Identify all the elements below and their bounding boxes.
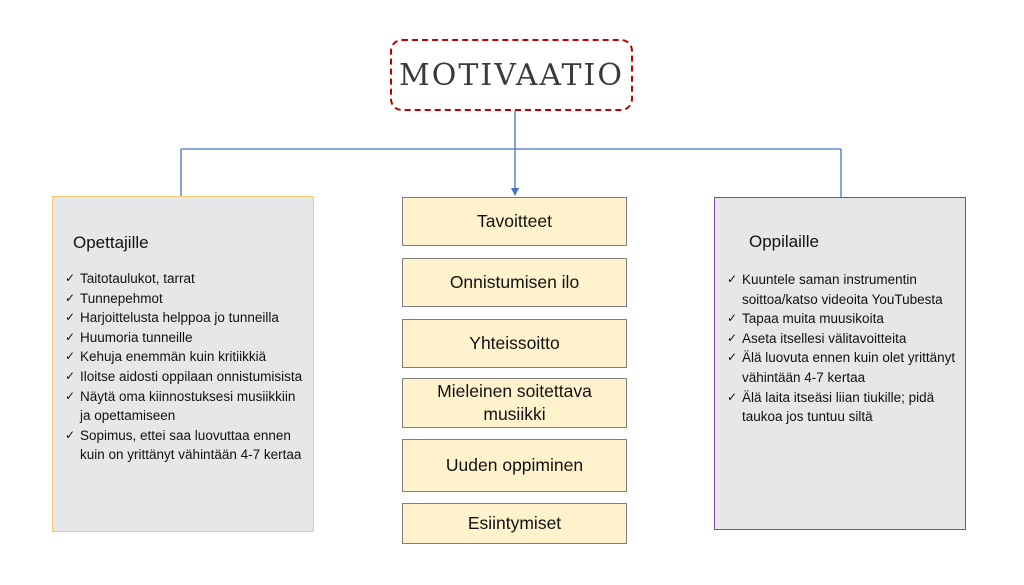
checkmark-icon: ✓ [727, 272, 738, 286]
checkmark-icon: ✓ [65, 310, 76, 325]
diagram-title: MOTIVAATIO [399, 57, 624, 93]
checkmark-icon: ✓ [727, 389, 738, 404]
list-item: ✓ Harjoittelusta helppoa jo tunneilla [65, 308, 305, 328]
center-box-ensemble-playing: Yhteissoitto [402, 319, 627, 368]
checkmark-icon: ✓ [65, 368, 76, 383]
title-box [390, 39, 633, 111]
list-item: ✓ Aseta itsellesi välitavoitteita [727, 329, 963, 349]
checkmark-icon: ✓ [65, 290, 76, 305]
list-item: ✓ Näytä oma kiinnostuksesi musiikkiin ja opettamiseen [65, 388, 296, 424]
list-item: ✓ Huumoria tunneille [65, 328, 305, 348]
checkmark-icon: ✓ [65, 329, 76, 344]
center-box-joy-of-success: Onnistumisen ilo [402, 258, 627, 307]
students-panel [714, 197, 966, 530]
checkmark-icon: ✓ [65, 271, 76, 285]
center-box-favorite-music: Mieleinen soitettava musiikki [402, 378, 627, 428]
teachers-heading: Opettajille [73, 233, 149, 252]
teachers-panel [52, 196, 314, 532]
list-item: ✓ Iloitse aidosti oppilaan onnistumisista [65, 367, 305, 387]
checkmark-icon: ✓ [727, 350, 738, 365]
checkmark-icon: ✓ [727, 330, 738, 345]
list-item: ✓ Älä laita itseäsi liian tiukille; pidä taukoa jos tuntuu siltä [727, 389, 935, 425]
list-item: ✓ Tapaa muita muusikoita [727, 309, 963, 329]
arrowhead-icon [511, 188, 519, 196]
students-list [727, 270, 963, 427]
center-box-goals: Tavoitteet [402, 197, 627, 246]
list-item: ✓ Taitotaulukot, tarrat [65, 269, 305, 289]
list-item: ✓ Kuuntele saman instrumentin soittoa/katso videoita YouTubesta [727, 272, 943, 307]
list-item: ✓ Tunnepehmot [65, 289, 305, 309]
list-item: ✓ Älä luovuta ennen kuin olet yrittänyt vähintään 4-7 kertaa [727, 350, 956, 385]
checkmark-icon: ✓ [65, 388, 76, 403]
students-heading: Oppilaille [749, 232, 819, 251]
checkmark-icon: ✓ [727, 311, 738, 326]
teachers-list [65, 269, 305, 465]
checkmark-icon: ✓ [65, 427, 76, 442]
list-item: ✓ Sopimus, ettei saa luovuttaa ennen kuin on yrittänyt vähintään 4-7 kertaa [65, 427, 302, 463]
center-box-new-learning: Uuden oppiminen [402, 439, 627, 492]
center-box-performances: Esiintymiset [402, 503, 627, 544]
checkmark-icon: ✓ [65, 349, 76, 364]
list-item: ✓ Kehuja enemmän kuin kritiikkiä [65, 347, 305, 367]
